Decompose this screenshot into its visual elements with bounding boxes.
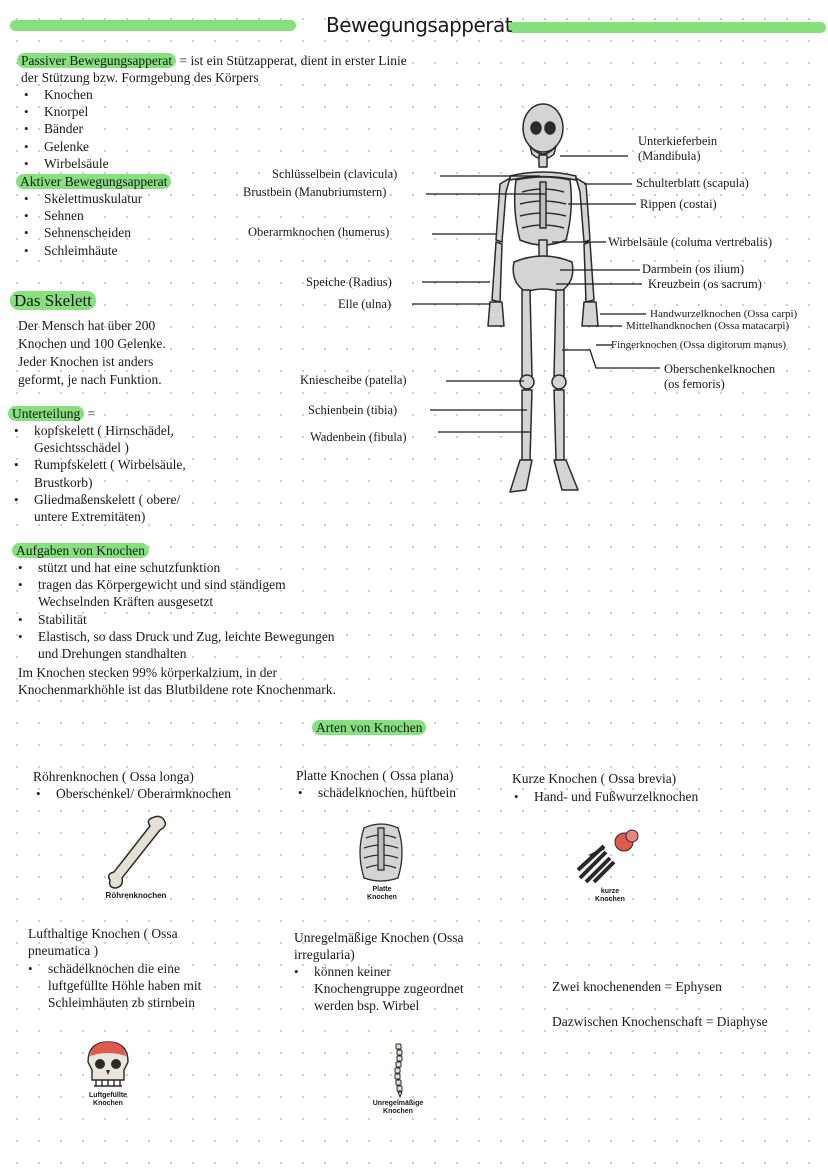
luft-list bbox=[24, 960, 201, 1012]
aufgaben-note-1: Im Knochen stecken 99% körperkalzium, in der bbox=[18, 665, 278, 680]
list-item: • stützt und hat eine schutzfunktion bbox=[14, 559, 335, 576]
ribcage-icon bbox=[356, 822, 406, 884]
roehren-title: Röhrenknochen ( Ossa longa) bbox=[33, 769, 194, 784]
skelett-heading: Das Skelett bbox=[10, 291, 96, 310]
roehren-list bbox=[32, 785, 231, 802]
label-carpi: Handwurzelknochen (Ossa carpi) bbox=[650, 308, 798, 320]
list-item: • schädelknochen, hüftbein bbox=[294, 784, 456, 801]
unreg-title: Unregelmäßige Knochen (Ossa irregularia) bbox=[294, 930, 464, 962]
label-scapula: Schulterblatt (scapula) bbox=[636, 176, 749, 190]
luft-title: Lufthaltige Knochen ( Ossa pneumatica ) bbox=[28, 926, 178, 958]
list-item: • Elastisch, so dass Druck und Zug, leichte Bewegungen und Drehungen standhalten bbox=[14, 628, 335, 662]
arten-heading-row bbox=[312, 719, 426, 736]
list-item: • Wirbelsäule bbox=[20, 155, 109, 172]
list-item: • können keiner Knochengruppe zugeordnet werden bsp. Wirbel bbox=[290, 963, 464, 1015]
list-item: • Bänder bbox=[20, 120, 109, 137]
list-item: • Gliedmaßenskelett ( obere/ untere Extremitäten) bbox=[10, 491, 186, 525]
kurze-caption: kurze Knochen bbox=[595, 888, 625, 903]
aktiv-heading: Aktiver Bewegungsapperat bbox=[16, 174, 171, 189]
arten-heading: Arten von Knochen bbox=[312, 720, 426, 735]
list-item: • tragen das Körpergewicht und sind ständigem Wechselnden Kräften ausgesetzt bbox=[14, 576, 335, 610]
skelett-text: Der Mensch hat über 200 Knochen und 100 Gelenke. Jeder Knochen ist anders geformt, je nach Funktion. bbox=[18, 318, 166, 387]
aufgaben-note-2: Knochenmarkhöhle ist das Blutbildene rote Knochenmark. bbox=[18, 682, 336, 697]
label-tibia: Schienbein (tibia) bbox=[308, 403, 398, 417]
list-item: • Knochen bbox=[20, 86, 109, 103]
passiv-def: Passiver Bewegungsapperat = ist ein Stützapperat, dient in erster Linie bbox=[17, 52, 407, 69]
unterteilung-heading-row: Unterteilung = bbox=[8, 405, 95, 422]
label-ilium: Darmbein (os ilium) bbox=[642, 262, 745, 276]
label-matacarpi: Mittelhandknochen (Ossa matacarpi) bbox=[626, 320, 790, 332]
platte-caption: Platte Knochen bbox=[367, 886, 397, 901]
skull-icon bbox=[84, 1040, 132, 1090]
list-item: • Skelettmuskulatur bbox=[20, 190, 142, 207]
label-clavicula: Schlüsselbein (clavicula) bbox=[272, 167, 398, 181]
passiv-heading: Passiver Bewegungsapperat bbox=[17, 53, 176, 68]
label-sacrum: Kreuzbein (os sacrum) bbox=[648, 277, 762, 291]
label-costai: Rippen (costai) bbox=[640, 197, 717, 211]
list-item: • Knorpel bbox=[20, 103, 109, 120]
skeleton-leader-lines bbox=[0, 0, 828, 500]
label-radius: Speiche (Radius) bbox=[306, 275, 392, 289]
list-item: • kopfskelett ( Hirnschädel, Gesichtsschädel ) bbox=[10, 422, 186, 456]
platte-list bbox=[294, 784, 456, 801]
roehren-caption: Röhrenknochen bbox=[105, 891, 167, 900]
label-mandibula: Unterkieferbein (Mandibula) bbox=[638, 134, 718, 163]
list-item: • Hand- und Fußwurzelknochen bbox=[510, 788, 698, 805]
aufgaben-list bbox=[14, 559, 335, 662]
list-item: • Gelenke bbox=[20, 138, 109, 155]
list-item: • Rumpfskelett ( Wirbelsäule, Brustkorb) bbox=[10, 456, 186, 490]
list-item: • Sehnen bbox=[20, 207, 142, 224]
label-wirbelsaeule: Wirbelsäule (columa vertrebalis) bbox=[608, 235, 773, 249]
label-ulna: Elle (ulna) bbox=[338, 297, 392, 311]
list-item: • Stabilität bbox=[14, 611, 335, 628]
list-item: • Oberschenkel/ Oberarmknochen bbox=[32, 785, 231, 802]
hand-bones-icon bbox=[574, 826, 644, 884]
page-title: Bewegungsapperat bbox=[326, 13, 513, 37]
ephysen-text: Zwei knochenenden = Ephysen bbox=[552, 979, 722, 994]
spine-icon bbox=[390, 1042, 406, 1098]
list-item: • schädelknochen die eine luftgefüllte Höhle haben mit Schleimhäuten zb stirnbein bbox=[24, 960, 201, 1012]
list-item: • Schleimhäute bbox=[20, 242, 142, 259]
aufgaben-heading: Aufgaben von Knochen bbox=[12, 543, 149, 558]
long-bone-icon bbox=[108, 814, 170, 890]
kurze-title: Kurze Knochen ( Ossa brevia) bbox=[512, 771, 677, 786]
passiv-def-line2: der Stützung bzw. Formgebung des Körpers bbox=[21, 70, 259, 85]
unreg-caption: Unregelmäßige Knochen bbox=[372, 1100, 424, 1115]
list-item: • Sehnenscheiden bbox=[20, 224, 142, 241]
label-digitorum: Fingerknochen (Ossa digitorum manus) bbox=[611, 339, 787, 351]
label-humerus: Oberarmknochen (humerus) bbox=[248, 225, 390, 239]
luft-caption: Luftgefüllte Knochen bbox=[88, 1092, 128, 1107]
label-brustbein: Brustbein (Manubriumstern) bbox=[243, 185, 387, 199]
unreg-list bbox=[290, 963, 464, 1015]
aufgaben-heading-row bbox=[12, 542, 149, 559]
kurze-list bbox=[510, 788, 698, 805]
label-patella: Kniescheibe (patella) bbox=[300, 373, 407, 387]
unterteilung-heading: Unterteilung bbox=[8, 406, 84, 421]
label-femur: Oberschenkelknochen (os femoris) bbox=[664, 362, 776, 391]
label-fibula: Wadenbein (fibula) bbox=[310, 430, 407, 444]
diaphyse-text: Dazwischen Knochenschaft = Diaphyse bbox=[552, 1014, 768, 1029]
platte-title: Platte Knochen ( Ossa plana) bbox=[296, 768, 454, 783]
